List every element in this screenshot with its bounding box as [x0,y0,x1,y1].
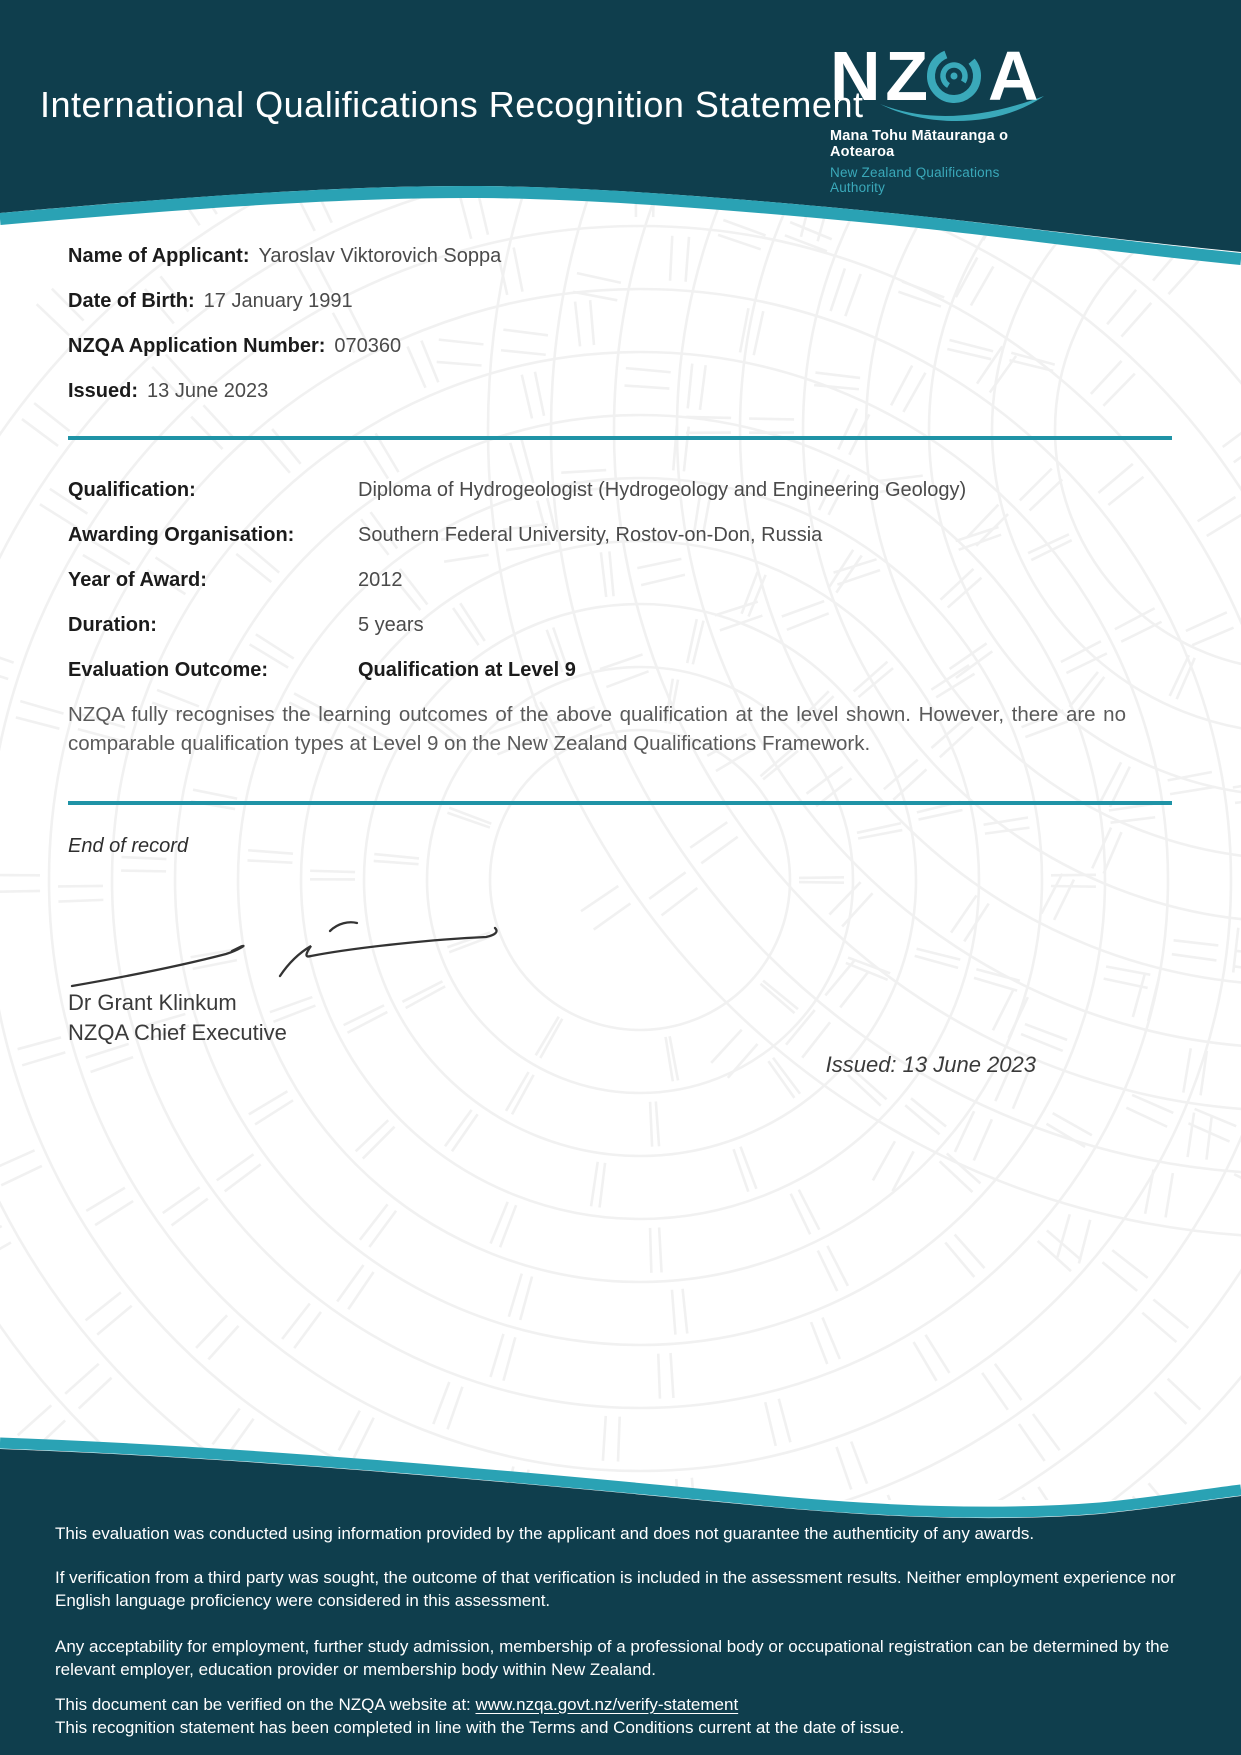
footer-disclaimer-authenticity: This evaluation was conducted using information provided by the applicant and does not guarantee the authenticity of any awards. [55,1524,1035,1543]
footer-disclaimer-verification: If verification from a third party was sought, the outcome of that verification is included in the assessment results. Neither employment experience nor English language proficiency were considered in this assessment. [55,1568,1176,1610]
duration-label: Duration: [68,614,157,636]
logo-maori-name: Mana Tohu Mātauranga o Aotearoa [830,128,1009,160]
application-number-row [68,334,501,358]
recognition-note: NZQA fully recognises the learning outcomes of the above qualification at the level shown. However, there are no comparable qualification types at Level 9 on the New Zealand Qualifications Framework. [68,703,1126,755]
page-title: International Qualifications Recognition Statement [40,84,864,125]
logo-english-name: New Zealand Qualifications Authority [830,165,1000,195]
issued-row [68,379,501,403]
issued-date-line: Issued: 13 June 2023 [825,1052,1036,1077]
nzqa-logo [830,40,1046,195]
logo-letters-a: A [988,40,1039,115]
teal-divider-top [68,436,1172,440]
signatory-name: Dr Grant Klinkum [68,990,237,1015]
year-of-award-value: 2012 [358,569,403,591]
awarding-organisation-value: Southern Federal University, Rostov-on-Don, Russia [358,524,823,546]
end-of-record-label: End of record [68,835,189,857]
evaluation-outcome-label: Evaluation Outcome: [68,659,269,681]
qualification-value: Diploma of Hydrogeologist (Hydrogeology and Engineering Geology) [358,479,967,501]
application-number-label: NZQA Application Number: [68,335,326,357]
application-number-value: 070360 [334,335,402,357]
footer-disclaimers [55,1522,1195,1739]
issued-value: 13 June 2023 [147,380,269,402]
signatory-title: NZQA Chief Executive [68,1020,287,1045]
teal-divider-bottom [68,801,1172,805]
applicant-name-row [68,244,501,268]
qualification-details-table [68,478,1178,682]
koru-q-icon [922,44,987,109]
logo-letters-nz: NZ [830,40,928,115]
date-of-birth-row [68,289,501,313]
applicant-name-value: Yaroslav Viktorovich Soppa [258,245,502,267]
date-of-birth-label: Date of Birth: [68,290,195,312]
qualification-label: Qualification: [68,479,196,501]
issued-label: Issued: [68,380,139,402]
year-of-award-label: Year of Award: [68,569,207,591]
footer-verify-line [55,1693,1195,1716]
awarding-organisation-label: Awarding Organisation: [68,524,295,546]
nzqa-logo-acronym [830,40,1046,122]
verify-statement-link[interactable]: www.nzqa.govt.nz/verify-statement [475,1695,739,1714]
applicant-info-block [68,244,501,424]
duration-value: 5 years [358,614,424,636]
signature-image [58,912,518,997]
evaluation-outcome-value: Qualification at Level 9 [358,659,576,681]
applicant-name-label: Name of Applicant: [68,245,250,267]
footer-disclaimer-acceptability: Any acceptability for employment, further study admission, membership of a professional body or occupational registration can be determined by the relevant employer, education provider or membership body within New Zealand. [55,1637,1170,1679]
verify-prefix-text: This document can be verified on the NZQA website at: [55,1695,476,1714]
footer-terms-line: This recognition statement has been completed in line with the Terms and Conditions current at the date of issue. [55,1718,905,1737]
date-of-birth-value: 17 January 1991 [203,290,353,312]
